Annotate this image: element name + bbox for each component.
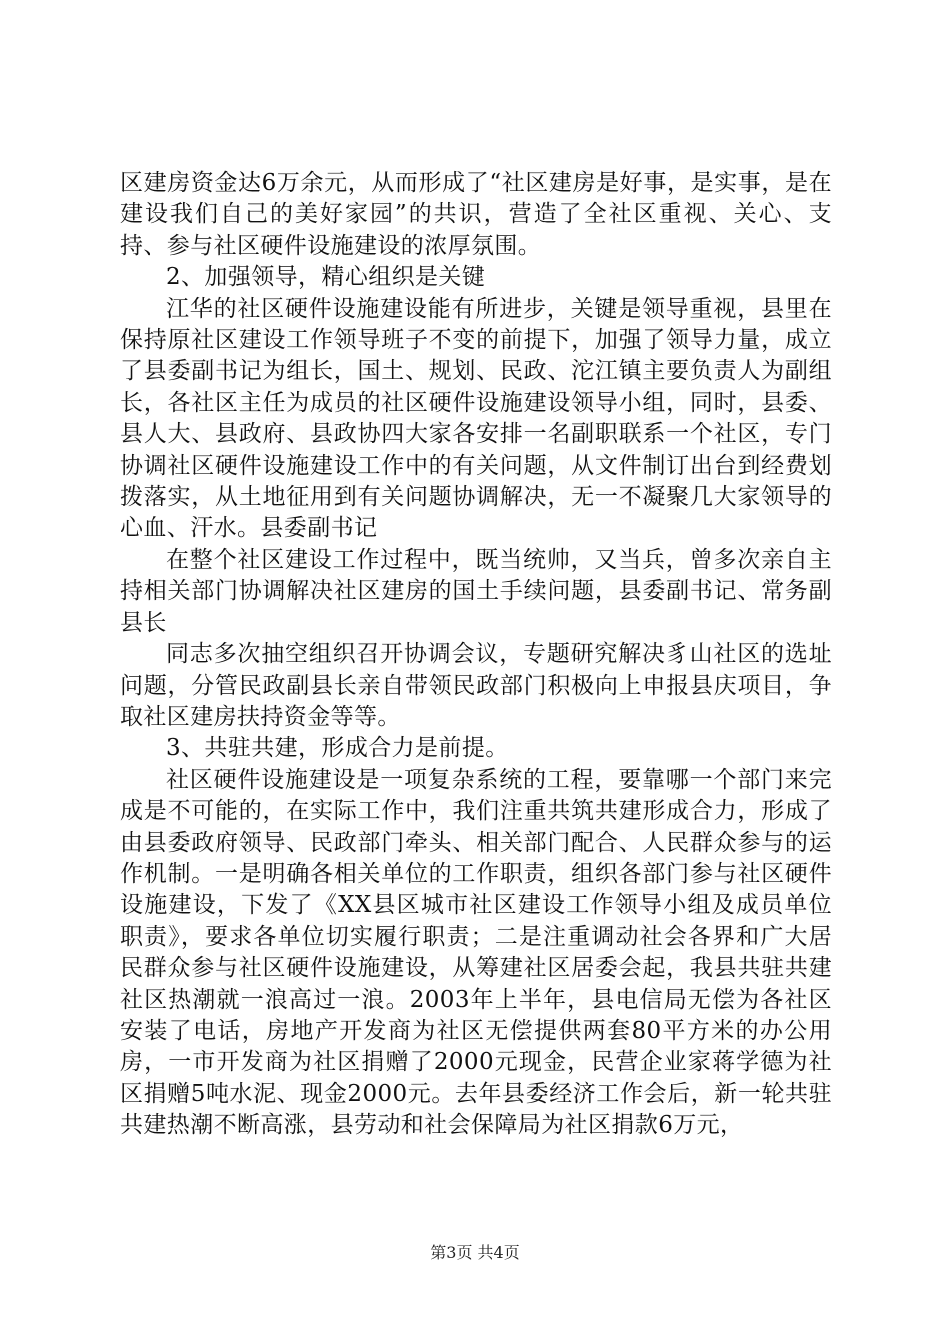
paragraph-5: 同志多次抽空组织召开协调会议，专题研究解决豸山社区的选址问题，分管民政副县长亲自带领民政部门积极向上申报县庆项目，争取社区建房扶持资金等等。 — [120, 641, 832, 730]
section-heading-3: 3、共驻共建，形成合力是前提。 — [166, 735, 509, 762]
paragraph-1: 区建房资金达6万余元，从而形成了“社区建房是好事，是实事，是在建设我们自己的美好家园”的共识，营造了全社区重视、关心、支持、参与社区硬件设施建设的浓厚氛围。 — [120, 170, 832, 259]
paragraph-4: 在整个社区建设工作过程中，既当统帅，又当兵，曾多次亲自主持相关部门协调解决社区建房的国土手续问题，县委副书记、常务副县长 — [120, 546, 832, 636]
paragraph-7: 社区硬件设施建设是一项复杂系统的工程，要靠哪一个部门来完成是不可能的，在实际工作中，我们注重共筑共建形成合力，形成了由县委政府领导、民政部门牵头、相关部门配合、人民群众参与的运作机制。一是明确各相关单位的工作职责，组织各部门参与社区硬件设施建设，下发了《XX县区城市社区建设工作领导小组及成员单位职责》，要求各单位切实履行职责；二是注重调动社会各界和广大居民群众参与社区硬件设施建设，从筹建社区居委会起，我县共驻共建社区热潮就一浪高过一浪。2003年上半年，县电信局无偿为各社区安装了电话，房地产开发商为社区无偿提供两套80平方米的办公用房，一市开发商为社区捐赠了2000元现金，民营企业家蒋学德为社区捐赠5吨水泥、现金2000元。去年县委经济工作会后，新一轮共驻共建热潮不断高涨，县劳动和社会保障局为社区捐款6万元， — [120, 766, 832, 1139]
section-heading-2: 2、加强领导，精心组织是关键 — [166, 264, 486, 291]
paragraph-3: 江华的社区硬件设施建设能有所进步，关键是领导重视，县里在保持原社区建设工作领导班子不变的前提下，加强了领导力量，成立了县委副书记为组长，国土、规划、民政、沱江镇主要负责人为副组长，各社区主任为成员的社区硬件设施建设领导小组，同时，县委、县人大、县政府、县政协四大家各安排一名副职联系一个社区，专门协调社区硬件设施建设工作中的有关问题，从文件制订出台到经费划拨落实，从土地征用到有关问题协调解决，无一不凝聚几大家领导的心血、汗水。县委副书记 — [120, 295, 832, 542]
document-body — [120, 168, 832, 1142]
page-footer: 第3页 共4页 — [430, 1243, 520, 1262]
